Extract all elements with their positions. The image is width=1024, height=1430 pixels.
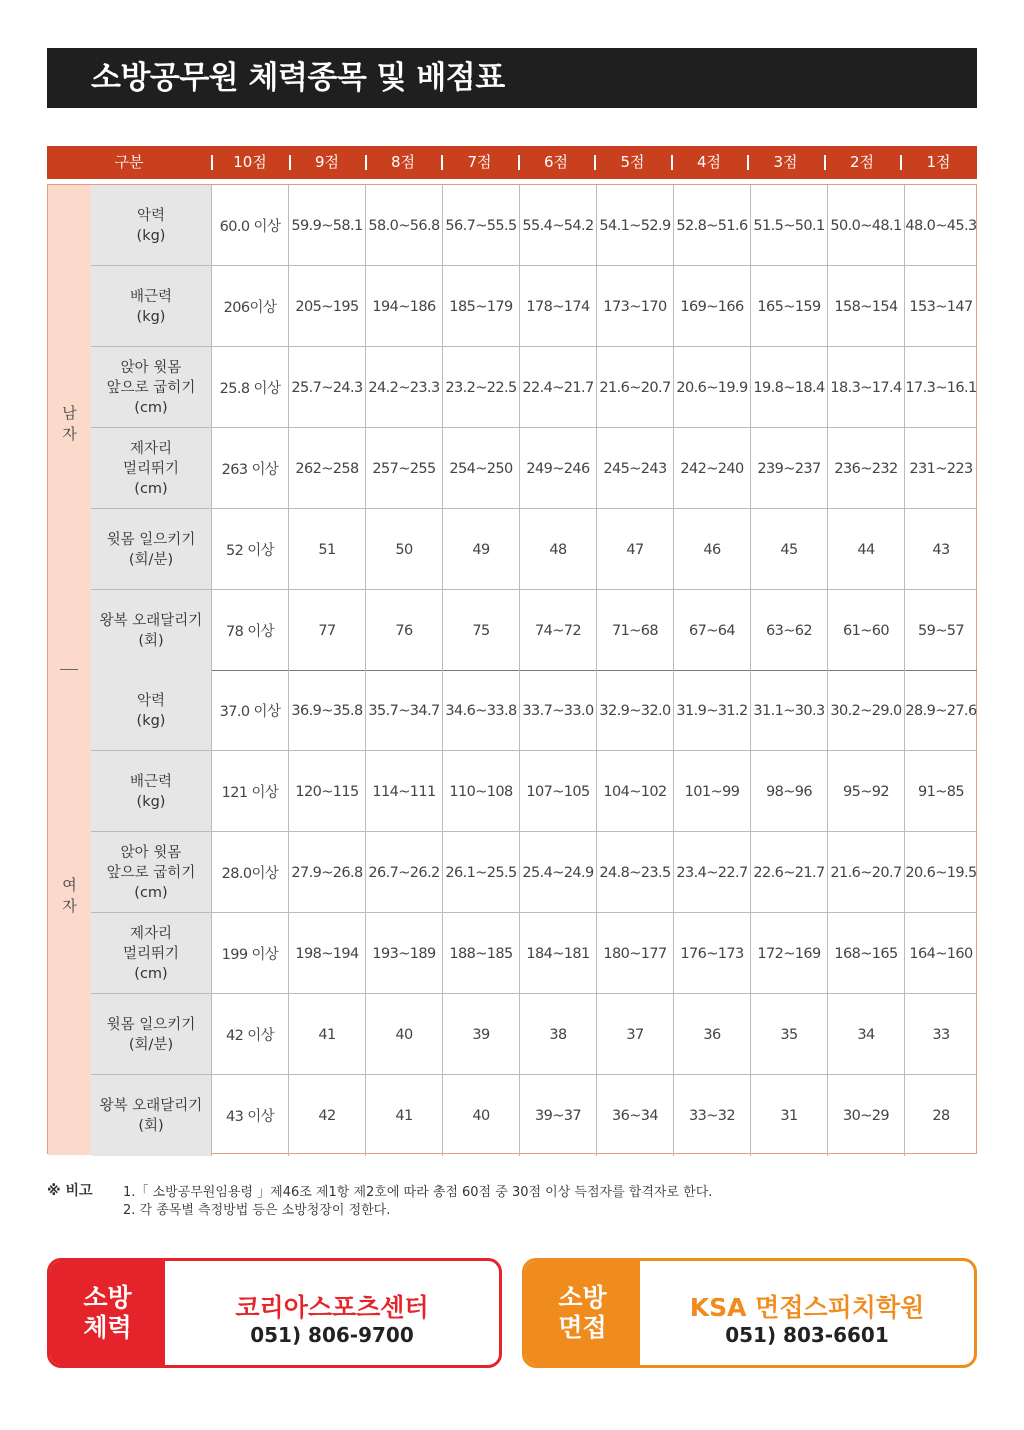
page-title: 소방공무원 체력종목 및 배점표 xyxy=(91,60,505,96)
score-cell-1: 28 xyxy=(932,1107,950,1124)
table-row xyxy=(91,1075,977,1156)
score-cell-3: 239~237 xyxy=(751,428,828,509)
score-cell-2: 34 xyxy=(828,994,905,1075)
score-cell-9: 41 xyxy=(289,994,366,1075)
score-cell-10: 263 이상 xyxy=(212,428,289,509)
score-cell-7: 40 xyxy=(443,1075,520,1156)
event-name-text: 악력 (kg) xyxy=(136,207,166,244)
score-cell-9: 42 xyxy=(289,1075,366,1156)
event-name-text: 배근력 (kg) xyxy=(129,773,173,810)
score-cell-3: 45 xyxy=(751,509,828,590)
score-cell-4: 176~173 xyxy=(674,913,751,994)
event-name xyxy=(91,185,212,266)
score-cell-6: 178~174 xyxy=(520,266,597,347)
ad-name: KSA 면접스피치학원 xyxy=(689,1293,925,1322)
score-cell-7: 34.6~33.8 xyxy=(443,670,520,751)
score-cell-1: 43 xyxy=(932,541,950,558)
score-cell-3: 31.1~30.3 xyxy=(751,670,828,751)
event-name-text: 제자리 멀리뛰기 (cm) xyxy=(122,440,180,497)
score-cell-3: 31 xyxy=(751,1075,828,1156)
score-cell-3: 165~159 xyxy=(751,266,828,347)
score-cell-8: 114~111 xyxy=(366,751,443,832)
score-cell-5: 21.6~20.7 xyxy=(597,347,674,428)
score-cell-6: 38 xyxy=(520,994,597,1075)
score-cell-5: 54.1~52.9 xyxy=(597,185,674,266)
score-cell-10: 28.0이상 xyxy=(212,832,289,913)
score-cell-7: 75 xyxy=(443,590,520,671)
score-cell-6: 48 xyxy=(520,509,597,590)
score-cell-9: 36.9~35.8 xyxy=(289,670,366,751)
event-name-text: 왕복 오래달리기 (회) xyxy=(99,1097,203,1134)
score-cell-7: 49 xyxy=(443,509,520,590)
score-cell-1: 231~223 xyxy=(909,460,973,477)
event-name xyxy=(91,1075,212,1156)
score-cell-8: 24.2~23.3 xyxy=(366,347,443,428)
gender-char: 자 xyxy=(62,897,77,915)
table-row xyxy=(91,590,977,671)
table-row xyxy=(91,913,977,994)
score-cell-9: 262~258 xyxy=(289,428,366,509)
ad-badge: 소방 면접 xyxy=(525,1261,640,1365)
score-cell-1: 28.9~27.6 xyxy=(905,702,977,719)
score-cell-7: 26.1~25.5 xyxy=(443,832,520,913)
score-cell-6: 55.4~54.2 xyxy=(520,185,597,266)
header-category: 구분 xyxy=(114,153,144,171)
score-cell-5: 245~243 xyxy=(597,428,674,509)
score-cell-2: 18.3~17.4 xyxy=(828,347,905,428)
score-cell-8: 194~186 xyxy=(366,266,443,347)
score-cell-5: 173~170 xyxy=(597,266,674,347)
score-cell-9: 59.9~58.1 xyxy=(289,185,366,266)
score-cell-5: 36~34 xyxy=(597,1075,674,1156)
ad-phone: 051) 803-6601 xyxy=(725,1323,889,1347)
score-cell-7: 110~108 xyxy=(443,751,520,832)
table-row xyxy=(91,266,977,347)
score-cell-1: 48.0~45.3 xyxy=(905,217,977,234)
score-cell-6: 33.7~33.0 xyxy=(520,670,597,751)
gender-char: 자 xyxy=(62,425,77,443)
score-cell-6: 22.4~21.7 xyxy=(520,347,597,428)
event-name-text: 윗몸 일으키기 (회/분) xyxy=(106,1016,196,1053)
score-cell-8: 26.7~26.2 xyxy=(366,832,443,913)
score-cell-5: 47 xyxy=(597,509,674,590)
score-cell-7: 188~185 xyxy=(443,913,520,994)
score-cell-8: 50 xyxy=(366,509,443,590)
event-name xyxy=(91,994,212,1075)
score-cell-5: 24.8~23.5 xyxy=(597,832,674,913)
ad-phone: 051) 806-9700 xyxy=(250,1323,414,1347)
score-cell-5: 37 xyxy=(597,994,674,1075)
ad-badge: 소방 체력 xyxy=(50,1261,165,1365)
score-cell-2: 95~92 xyxy=(828,751,905,832)
table-row xyxy=(91,428,977,509)
score-cell-3: 172~169 xyxy=(751,913,828,994)
score-cell-2: 21.6~20.7 xyxy=(828,832,905,913)
score-cell-7: 23.2~22.5 xyxy=(443,347,520,428)
event-name xyxy=(91,751,212,832)
score-cell-3: 22.6~21.7 xyxy=(751,832,828,913)
event-name xyxy=(91,347,212,428)
group-divider xyxy=(60,669,78,670)
header-score-10: 10점 xyxy=(233,153,267,171)
score-cell-2: 50.0~48.1 xyxy=(828,185,905,266)
score-cell-9: 120~115 xyxy=(289,751,366,832)
header-score-5: 5점 xyxy=(620,153,645,171)
event-name-text: 앉아 윗몸 앞으로 굽히기 (cm) xyxy=(106,359,196,416)
score-cell-4: 169~166 xyxy=(674,266,751,347)
table-row xyxy=(91,751,977,832)
ad-name: 코리아스포츠센터 xyxy=(235,1293,429,1322)
score-cell-5: 180~177 xyxy=(597,913,674,994)
score-cell-1: 20.6~19.5 xyxy=(905,864,977,881)
table-row xyxy=(91,832,977,913)
event-name xyxy=(91,913,212,994)
header-score-1: 1점 xyxy=(926,153,951,171)
score-cell-3: 19.8~18.4 xyxy=(751,347,828,428)
event-name-text: 배근력 (kg) xyxy=(129,288,173,325)
score-cell-6: 184~181 xyxy=(520,913,597,994)
header-score-8: 8점 xyxy=(390,153,416,171)
score-cell-6: 249~246 xyxy=(520,428,597,509)
score-cell-2: 236~232 xyxy=(828,428,905,509)
event-name xyxy=(91,670,212,751)
note-line-1: 1.「 소방공무원임용령 」제46조 제1항 제2호에 따라 총점 60점 중 30점 이상 득점자를 합격자로 한다. xyxy=(123,1185,713,1200)
score-cell-4: 36 xyxy=(674,994,751,1075)
event-name xyxy=(91,428,212,509)
ad-speech-academy[interactable] xyxy=(522,1258,977,1368)
event-name-text: 왕복 오래달리기 (회) xyxy=(99,612,203,649)
score-table xyxy=(47,184,977,1154)
table-row xyxy=(91,347,977,428)
score-cell-1: 17.3~16.1 xyxy=(905,379,977,396)
event-name-text: 제자리 멀리뛰기 (cm) xyxy=(122,925,180,982)
score-cell-4: 52.8~51.6 xyxy=(674,185,751,266)
score-cell-7: 56.7~55.5 xyxy=(443,185,520,266)
table-row xyxy=(91,670,977,751)
score-cell-8: 76 xyxy=(366,590,443,671)
score-cell-10: 121 이상 xyxy=(212,751,289,832)
ad-sports-center[interactable] xyxy=(47,1258,502,1368)
score-cell-1: 153~147 xyxy=(909,298,973,315)
score-cell-7: 185~179 xyxy=(443,266,520,347)
score-cell-10: 37.0 이상 xyxy=(212,670,289,751)
score-cell-4: 242~240 xyxy=(674,428,751,509)
event-name-text: 악력 (kg) xyxy=(136,692,166,729)
score-cell-4: 20.6~19.9 xyxy=(674,347,751,428)
score-cell-9: 198~194 xyxy=(289,913,366,994)
score-cell-7: 39 xyxy=(443,994,520,1075)
header-score-9: 9점 xyxy=(314,153,340,171)
score-cell-10: 206이상 xyxy=(212,266,289,347)
score-cell-2: 30.2~29.0 xyxy=(828,670,905,751)
event-name xyxy=(91,509,212,590)
score-cell-1: 164~160 xyxy=(909,945,973,962)
score-cell-4: 101~99 xyxy=(674,751,751,832)
score-cell-5: 104~102 xyxy=(597,751,674,832)
score-cell-1: 91~85 xyxy=(917,783,965,800)
score-cell-8: 35.7~34.7 xyxy=(366,670,443,751)
notes-label: ※ 비고 xyxy=(47,1183,93,1199)
table-row xyxy=(91,185,977,266)
header-score-4: 4점 xyxy=(696,153,722,171)
score-cell-10: 52 이상 xyxy=(212,509,289,590)
score-cell-3: 63~62 xyxy=(751,590,828,671)
score-cell-9: 25.7~24.3 xyxy=(289,347,366,428)
score-cell-7: 254~250 xyxy=(443,428,520,509)
gender-char: 남 xyxy=(62,404,77,422)
score-cell-5: 32.9~32.0 xyxy=(597,670,674,751)
event-name-text: 윗몸 일으키기 (회/분) xyxy=(106,531,196,568)
table-header xyxy=(47,146,977,179)
score-cell-10: 42 이상 xyxy=(212,994,289,1075)
table-row xyxy=(91,509,977,590)
score-cell-10: 78 이상 xyxy=(212,590,289,671)
event-name xyxy=(91,590,212,671)
score-cell-5: 71~68 xyxy=(597,590,674,671)
score-cell-1: 59~57 xyxy=(917,622,965,639)
score-cell-9: 77 xyxy=(289,590,366,671)
event-name xyxy=(91,832,212,913)
score-cell-2: 168~165 xyxy=(828,913,905,994)
score-cell-8: 193~189 xyxy=(366,913,443,994)
table-row xyxy=(91,994,977,1075)
score-cell-4: 23.4~22.7 xyxy=(674,832,751,913)
score-cell-3: 51.5~50.1 xyxy=(751,185,828,266)
score-cell-4: 67~64 xyxy=(674,590,751,671)
score-cell-8: 41 xyxy=(366,1075,443,1156)
score-cell-4: 31.9~31.2 xyxy=(674,670,751,751)
score-cell-1: 33 xyxy=(932,1026,950,1043)
score-cell-9: 27.9~26.8 xyxy=(289,832,366,913)
gender-char: 여 xyxy=(62,876,77,894)
score-cell-6: 107~105 xyxy=(520,751,597,832)
male-label xyxy=(48,403,91,445)
score-cell-10: 60.0 이상 xyxy=(212,185,289,266)
score-cell-8: 257~255 xyxy=(366,428,443,509)
score-cell-2: 30~29 xyxy=(828,1075,905,1156)
score-cell-10: 25.8 이상 xyxy=(212,347,289,428)
title-bar xyxy=(47,48,977,108)
score-cell-4: 33~32 xyxy=(674,1075,751,1156)
score-cell-10: 43 이상 xyxy=(212,1075,289,1156)
score-cell-6: 39~37 xyxy=(520,1075,597,1156)
score-cell-2: 44 xyxy=(828,509,905,590)
score-cell-3: 35 xyxy=(751,994,828,1075)
score-cell-9: 51 xyxy=(289,509,366,590)
score-cell-8: 58.0~56.8 xyxy=(366,185,443,266)
score-cell-9: 205~195 xyxy=(289,266,366,347)
score-cell-6: 25.4~24.9 xyxy=(520,832,597,913)
female-label xyxy=(48,875,91,917)
score-cell-8: 40 xyxy=(366,994,443,1075)
event-name-text: 앉아 윗몸 앞으로 굽히기 (cm) xyxy=(106,844,196,901)
event-name xyxy=(91,266,212,347)
score-cell-6: 74~72 xyxy=(520,590,597,671)
score-cell-2: 158~154 xyxy=(828,266,905,347)
score-cell-2: 61~60 xyxy=(828,590,905,671)
header-score-6: 6점 xyxy=(543,153,569,171)
score-cell-3: 98~96 xyxy=(751,751,828,832)
header-score-3: 3점 xyxy=(773,153,798,171)
score-cell-4: 46 xyxy=(674,509,751,590)
header-score-7: 7점 xyxy=(467,153,492,171)
note-line-2: 2. 각 종목별 측정방법 등은 소방청장이 정한다. xyxy=(123,1203,391,1218)
header-score-2: 2점 xyxy=(849,153,875,171)
score-cell-10: 199 이상 xyxy=(212,913,289,994)
